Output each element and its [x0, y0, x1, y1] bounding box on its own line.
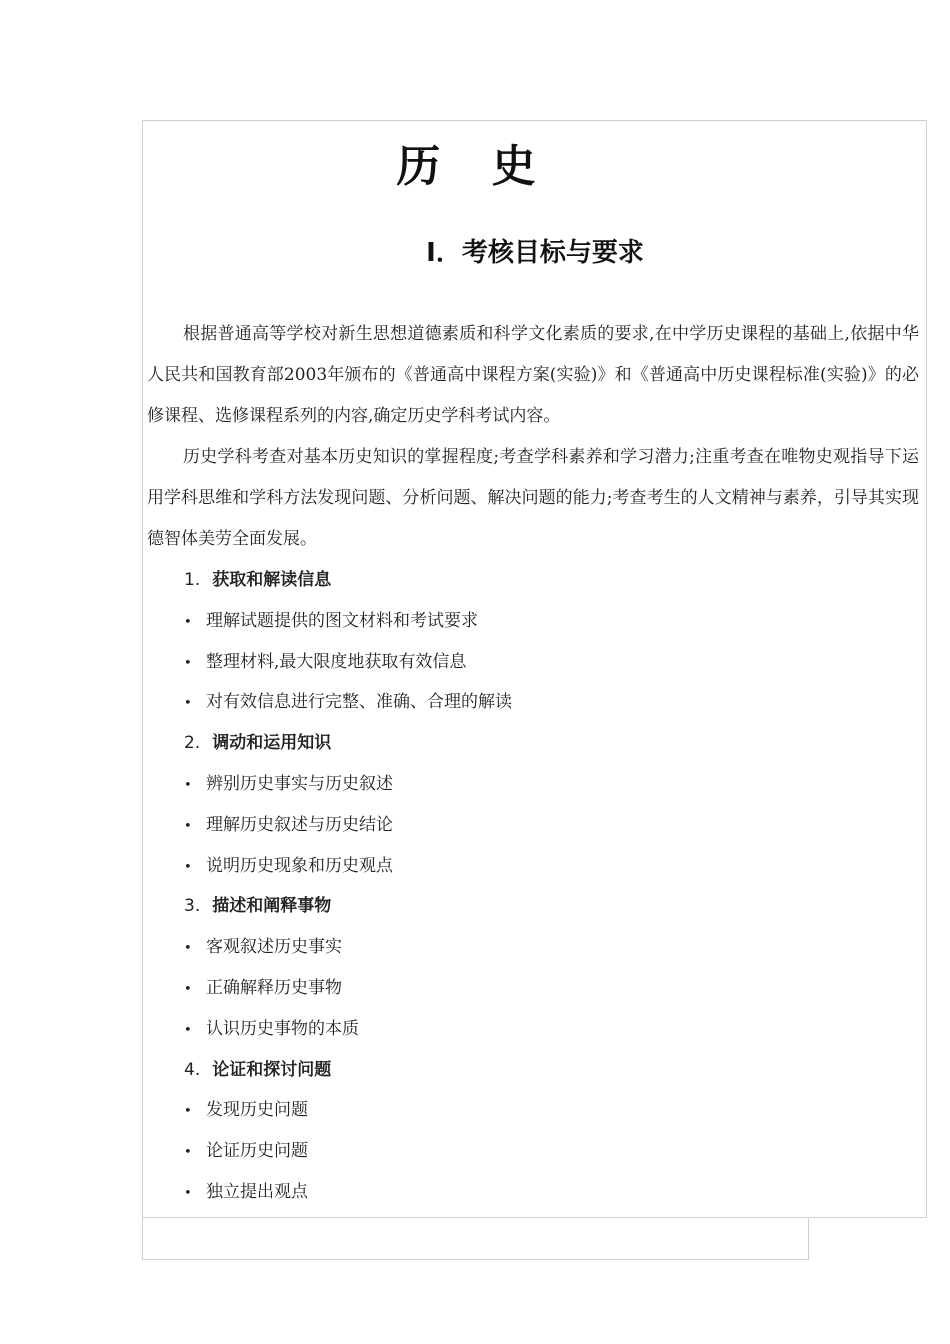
bullet-icon: •: [184, 1185, 192, 1201]
scope-paragraph: 历史学科考查对基本历史知识的掌握程度;考查学科素养和学习潜力;注重考查在唯物史观指导下运用学科思维和学科方法发现问题、分析问题、解决问题的能力;考查考生的人文精神与素养，引导其实现德智体美劳全面发展。: [147, 447, 919, 549]
intro-paragraph: 根据普通高等学校对新生思想道德素质和科学文化素质的要求,在中学历史课程的基础上,依据中华人民共和国教育部2003年颁布的《普通高中课程方案(实验)》和《普通高中历史课程标准(实验)》的必修课程、选修课程系列的内容,确定历史学科考试内容。: [147, 324, 919, 426]
objective-heading: 3. 描述和阐释事物: [184, 896, 332, 917]
list-item: • 理解试题提供的图文材料和考试要求: [184, 601, 884, 642]
page-frame-tail: [142, 1217, 809, 1260]
bullet-icon: •: [184, 859, 192, 875]
bullet-icon: •: [184, 614, 192, 630]
bullet-icon: •: [184, 1104, 192, 1120]
list-item: • 对有效信息进行完整、准确、合理的解读: [184, 682, 884, 723]
bullet-icon: •: [184, 1145, 192, 1161]
list-item: • 正确解释历史事物: [184, 968, 884, 1009]
bullet-icon: •: [184, 941, 192, 957]
section-title: Ⅰ．考核目标与要求: [426, 238, 644, 268]
list-item: • 辨别历史事实与历史叙述: [184, 764, 884, 805]
list-item: • 独立提出观点: [184, 1172, 884, 1213]
list-item: • 说明历史现象和历史观点: [184, 846, 884, 887]
list-item: • 整理材料,最大限度地获取有效信息: [184, 642, 884, 683]
list-item: • 发现历史问题: [184, 1090, 884, 1131]
bullet-icon: •: [184, 777, 192, 793]
bullet-icon: •: [184, 818, 192, 834]
list-item: • 认识历史事物的本质: [184, 1009, 884, 1050]
list-item: • 论证历史问题: [184, 1131, 884, 1172]
objectives-list: [184, 560, 884, 1213]
document-title: 历 史: [396, 141, 554, 192]
bullet-icon: •: [184, 981, 192, 997]
objective-heading: 2. 调动和运用知识: [184, 733, 332, 754]
objective-heading: 1. 获取和解读信息: [184, 570, 332, 590]
list-item: • 理解历史叙述与历史结论: [184, 805, 884, 846]
list-item: • 客观叙述历史事实: [184, 927, 884, 968]
bullet-icon: •: [184, 696, 192, 712]
objective-heading: 4. 论证和探讨问题: [184, 1059, 332, 1080]
bullet-icon: •: [184, 655, 192, 671]
bullet-icon: •: [184, 1022, 192, 1038]
